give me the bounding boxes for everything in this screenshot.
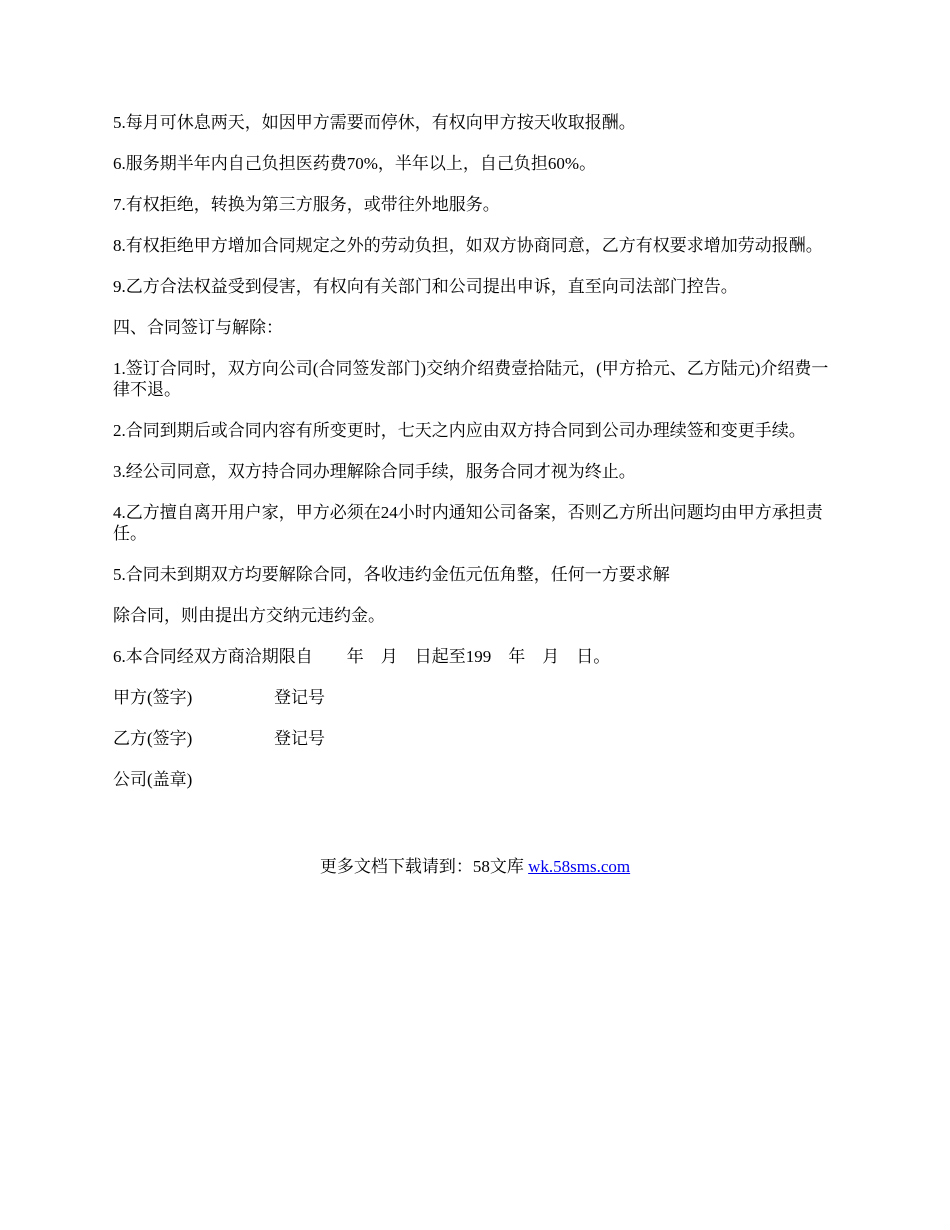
clause-6-contract-period: 6.本合同经双方商洽期限自 年 月 日起至199 年 月 日。 [113, 647, 611, 666]
signature-row-company [113, 769, 838, 790]
clause-8-refuse-extra-labor: 8.有权拒绝甲方增加合同规定之外的劳动负担，如双方协商同意，乙方有权要求增加劳动报酬。 [113, 236, 823, 255]
clause-5-penalty-line-1: 5.合同未到期双方均要解除合同，各收违约金伍元伍角整，任何一方要求解 [113, 565, 670, 584]
clause-1-introduction-fee: 1.签订合同时，双方向公司(合同签发部门)交纳介绍费壹拾陆元，(甲方拾元、乙方陆元)介绍费一律不退。 [113, 359, 829, 399]
clause-5-rest-days: 5.每月可休息两天，如因甲方需要而停休，有权向甲方按天收取报酬。 [113, 113, 636, 132]
clause-5-penalty-line-2: 除合同，则由提出方交纳元违约金。 [113, 606, 385, 625]
download-footer [0, 856, 950, 877]
party-a-registration-label: 登记号 [274, 688, 325, 707]
document-body [113, 112, 838, 810]
clause-6-medical-expenses: 6.服务期半年内自己负担医药费70%，半年以上，自己负担60%。 [113, 154, 597, 173]
clause-2-renewal: 2.合同到期后或合同内容有所变更时，七天之内应由双方持合同到公司办理续签和变更手续。 [113, 421, 806, 440]
signature-row-party-b [113, 728, 838, 749]
company-seal-label: 公司(盖章) [113, 770, 193, 789]
footer-site-link[interactable]: wk.58sms.com [528, 857, 631, 876]
clause-7-refuse-transfer: 7.有权拒绝，转换为第三方服务，或带往外地服务。 [113, 195, 500, 214]
clause-9-legal-rights: 9.乙方合法权益受到侵害，有权向有关部门和公司提出申诉，直至向司法部门控告。 [113, 277, 738, 296]
party-a-signature-label: 甲方(签字) [113, 688, 193, 707]
clause-3-termination: 3.经公司同意，双方持合同办理解除合同手续，服务合同才视为终止。 [113, 462, 636, 481]
footer-prefix-text: 更多文档下载请到：58文库 [319, 857, 529, 876]
clause-4-leaving-household: 4.乙方擅自离开用户家，甲方必须在24小时内通知公司备案，否则乙方所出问题均由甲方承担责任。 [113, 503, 823, 543]
section-heading-signing-termination: 四、合同签订与解除： [113, 318, 283, 337]
party-b-signature-label: 乙方(签字) [113, 729, 193, 748]
signature-row-party-a [113, 687, 838, 708]
party-b-registration-label: 登记号 [274, 729, 325, 748]
